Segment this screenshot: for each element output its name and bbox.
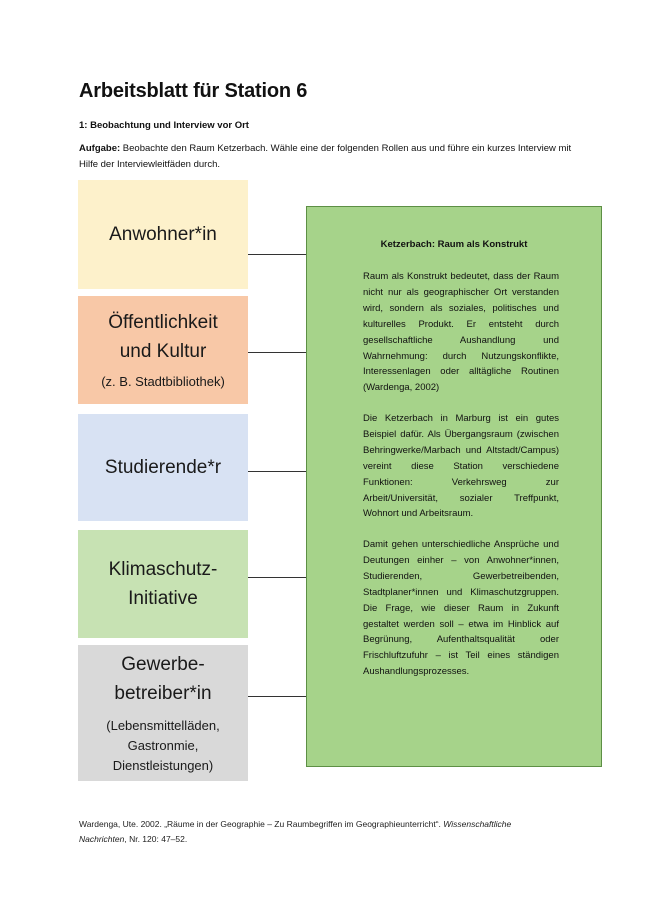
role-note: (Lebensmittelläden,: [106, 718, 220, 733]
concept-paragraph: Die Ketzerbach in Marburg ist ein gutes Beispiel dafür. Als Übergangsraum (zwischen Behringwerke/Marbach und Altstadt/Campus) vereint diese Station verschiedene Funktionen: Verkehrsweg zur Arbeit/Universität, sozialer Treffpunkt, Wohnort und Arbeitsraum.: [363, 413, 559, 520]
role-card-oeffentlichkeit[interactable]: [78, 296, 248, 404]
task-instructions: [79, 141, 579, 173]
connector-line: [248, 577, 306, 578]
role-label-line2: betreiber*in: [114, 683, 212, 704]
role-label-line2: Initiative: [128, 588, 198, 609]
concept-paragraph: Damit gehen unterschiedliche Ansprüche und Deutungen einher – von Anwohner*innen, Studierenden, Gewerbetreibenden, Stadtplaner*innen und Klimaschutzgruppen. Die Frage, wie dieser Raum in Zukunft gestaltet werden soll – etwa im Hinblick auf Begrünung, Aufenthaltsqualität oder Frischluftzufuhr – ist Teil eines ständigen Aushandlungsprozesses.: [363, 539, 559, 678]
connector-line: [248, 254, 306, 255]
role-label: Studierende*r: [104, 457, 222, 478]
connector-line: [248, 471, 306, 472]
concept-paragraph: Raum als Konstrukt bedeutet, dass der Raum nicht nur als geographischer Ort verstanden wird, sondern als soziales, politisches und kulturelles Produkt. Er entsteht durch gesellschaftliche Aushandlung und Wahrnehmung: durch Nutzungskonflikte, Interessenlagen oder alltägliche Routinen (Wardenga, 2002): [363, 271, 559, 394]
footnote-text: Wardenga, Ute. 2002. „Räume in der Geographie – Zu Raumbegriffen im Geographieunterricht“.: [79, 819, 444, 829]
role-label: Öffentlichkeit: [108, 312, 218, 333]
section-subtitle: 1: Beobachtung und Interview vor Ort: [79, 120, 249, 131]
connector-line: [248, 696, 306, 697]
connector-line: [248, 352, 306, 353]
role-label: Klimaschutz-: [108, 559, 218, 580]
role-note-line2: Gastronmie,: [127, 738, 199, 753]
role-card-klimaschutz[interactable]: [78, 530, 248, 638]
page-title: Arbeitsblatt für Station 6: [79, 80, 308, 102]
task-label: Aufgabe:: [79, 143, 121, 154]
role-label: Anwohner*in: [109, 224, 217, 245]
role-card-anwohner[interactable]: [78, 180, 248, 289]
concept-box-title: Ketzerbach: Raum als Konstrukt: [380, 239, 528, 250]
task-text: Beobachte den Raum Ketzerbach. Wähle eine der folgenden Rollen aus und führe ein kurzes Interview mit Hilfe der Interviewleitfäden durch.: [79, 143, 572, 170]
concept-box: [306, 206, 602, 767]
role-card-studierende[interactable]: [78, 414, 248, 521]
role-card-gewerbe[interactable]: [78, 645, 248, 781]
role-label-line2: und Kultur: [119, 341, 207, 362]
footnote-tail: , Nr. 120: 47–52.: [124, 834, 188, 844]
role-label: Gewerbe-: [121, 654, 205, 675]
footnote-reference: [79, 817, 559, 847]
footnote-journal: Wissenschaftliche Nachrichten: [79, 819, 512, 844]
role-note: (z. B. Stadtbibliothek): [101, 374, 225, 389]
role-note-line3: Dienstleistungen): [112, 758, 214, 773]
